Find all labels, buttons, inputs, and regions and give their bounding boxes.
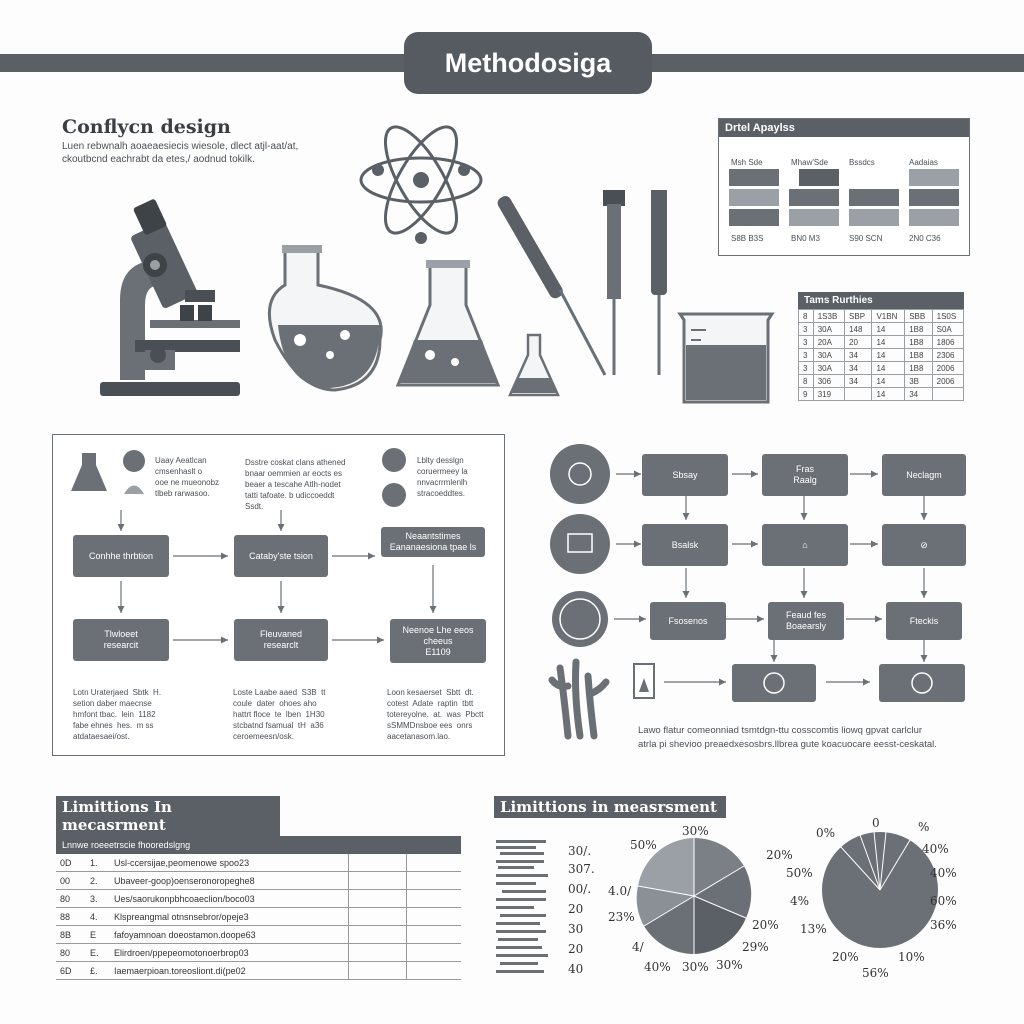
pie2-label-12: 10%: [898, 950, 925, 964]
pie2-label-6: 40%: [930, 866, 957, 880]
results-table-cell: SBB: [905, 310, 932, 323]
flow-box-catalysis: Cataby'ste tsion: [234, 535, 328, 577]
limitations-empty-cell: [349, 872, 407, 890]
limitations-cell: fafoyamnoan doeostamon.doope63: [110, 926, 349, 944]
round-flask-icon: [269, 245, 381, 390]
results-table-cell: 2006: [932, 362, 963, 375]
process-box-checks: Fteckis: [886, 602, 962, 640]
results-table-title: Tams Rurthies: [798, 292, 964, 309]
limitations-cell: £.: [86, 962, 110, 980]
results-table-row: [799, 323, 964, 336]
analysis-col-2: Mhaw'Sde: [791, 158, 829, 167]
pie1-label-2: 50%: [630, 838, 657, 852]
limitations-cell: Usl-ccersijae,peomenowe spoo23: [110, 854, 349, 872]
process-caption-1: Lawo flatur comeonniad tsmtdgn-ttu cosscomtis liowq gpvat carlclur: [638, 725, 923, 736]
microscope-icon: [100, 198, 240, 396]
results-table-cell: 34: [845, 375, 872, 388]
limitations-empty-cell: [349, 962, 407, 980]
pie2-label-1: 0%: [816, 826, 836, 840]
limitations-cell: Elirdroen/ppepeomotonoerbrop03: [110, 944, 349, 962]
limitations-table-body: [56, 854, 461, 980]
pie1-label-7: 4/: [632, 940, 644, 954]
results-table-cell: 3: [799, 323, 814, 336]
limitations-cell: 80: [56, 890, 86, 908]
analysis-card: [718, 118, 970, 256]
analysis-foot-3: S90 SCN: [849, 234, 883, 243]
limitations-cell: 00: [56, 872, 86, 890]
limitations-empty-cell: [406, 926, 461, 944]
pie2-label-4: 40%: [922, 842, 949, 856]
flow-box-distribution: Conhhe thrbtion: [73, 535, 169, 577]
pie2-label-11: 20%: [832, 950, 859, 964]
limitations-cell: Iaemaerpioan.toreosliont.di(pe02: [110, 962, 349, 980]
flow-box-checks: Neenoe Lhe eeos cheeus E1109: [390, 619, 486, 663]
page-title: Methodosiga: [404, 32, 652, 94]
side-value-1: 30/.: [568, 844, 592, 858]
process-box-design: Neclagm: [882, 454, 966, 496]
results-table-cell: 3: [799, 336, 814, 349]
limitations-cell: Ues/saorukonpbhcoaeclion/boco03: [110, 890, 349, 908]
process-box-sources: Fsosenos: [650, 602, 726, 640]
side-value-7: 40: [568, 962, 584, 976]
limitations-cell: 6D: [56, 962, 86, 980]
results-table-cell: V1BN: [872, 310, 905, 323]
flow-box-measurements: Neaantstimes Eananaesiona tpae ls: [381, 527, 485, 557]
results-table-cell: 30A: [813, 362, 844, 375]
results-table-row: [799, 349, 964, 362]
pie-chart-1: [634, 836, 754, 956]
results-table-cell: 34: [845, 349, 872, 362]
analysis-foot-1: S8B B3S: [731, 234, 764, 243]
limitations-cell: E.: [86, 944, 110, 962]
results-table-cell: 14: [872, 362, 905, 375]
limitations-row: [56, 944, 461, 962]
limitations-cell: E: [86, 926, 110, 944]
flow-footnote-3: Loon kesaerset Sbtt dt. cotest Adate raptin tbtt totereyolne. at. was Pbctt sSMMDnsboe ees onrs aacetanasom.lao.: [387, 688, 484, 741]
analysis-card-title: Drtel Apaylss: [719, 119, 969, 137]
results-table-cell: 14: [872, 388, 905, 401]
limitations-row: [56, 854, 461, 872]
limitations-cell: 4.: [86, 908, 110, 926]
results-table-cell: 14: [872, 375, 905, 388]
side-value-4: 20: [568, 902, 584, 916]
side-value-6: 20: [568, 942, 584, 956]
limitations-table: [56, 836, 461, 980]
pie2-label-8: 60%: [930, 894, 957, 908]
flow-footnote-2: Loste Laabe aaed S3B tt coule dater ohoes aho hattrt floce te lben 1H30 stcbatnd fsamual tH a36 ceroemeesn/osk.: [233, 688, 326, 741]
results-table-cell: [932, 388, 963, 401]
results-table-cell: 14: [872, 323, 905, 336]
atom-icon: [358, 110, 484, 250]
results-table-cell: 1B8: [905, 336, 932, 349]
limitations-cell: 0D: [56, 854, 86, 872]
results-table-cell: 1B8: [905, 349, 932, 362]
results-table-cell: 8: [799, 375, 814, 388]
results-table-cell: 3B: [905, 375, 932, 388]
side-value-2: 307.: [568, 862, 595, 876]
limitations-row: [56, 962, 461, 980]
pie2-label-7: 4%: [790, 894, 810, 908]
results-table-cell: 14: [872, 336, 905, 349]
results-table-cell: 2006: [932, 375, 963, 388]
limitations-empty-cell: [406, 872, 461, 890]
results-table-row: [799, 336, 964, 349]
limitations-empty-cell: [406, 962, 461, 980]
pie2-label-3: %: [918, 820, 930, 834]
limitations-cell: 88: [56, 908, 86, 926]
results-table-cell: 30A: [813, 323, 844, 336]
results-table-cell: 8: [799, 310, 814, 323]
limitations-empty-cell: [406, 944, 461, 962]
process-box-feedback: Feaud fes Boaearsly: [768, 602, 844, 640]
process-caption-2: atrla pi shevioo preaedxesosbrs.llbrea gute koacuocare eesst-ceskatal.: [638, 739, 937, 750]
results-table-cell: 1S3B: [813, 310, 844, 323]
pie1-label-9: 40%: [644, 960, 671, 974]
limitations-empty-cell: [406, 908, 461, 926]
flow-note-3: Lblty desslgn coruermeey la nnvacrrmlenlh stracoeddtes.: [417, 456, 468, 498]
method-flow-panel: [52, 434, 505, 756]
conical-flask-icon: [398, 260, 498, 385]
process-box-study: Sbsay: [642, 454, 728, 496]
limitations-empty-cell: [406, 854, 461, 872]
limitations-cell: 80: [56, 944, 86, 962]
pie2-label-13: 56%: [862, 966, 889, 980]
pie1-label-4: 4.0/: [608, 884, 632, 898]
limitations-row: [56, 908, 461, 926]
flow-box-research-1: Tlwloeet researcit: [73, 619, 169, 661]
limitations-chart-title: Limittions in measrsment: [494, 796, 726, 818]
results-table-cell: S0A: [932, 323, 963, 336]
limitations-cell: 8B: [56, 926, 86, 944]
flow-note-1: Uaay Aeatlcan cmsenhaslt o ooe ne mueonobz tlbeb rarwasoo.: [155, 456, 220, 498]
limitations-cell: 1.: [86, 854, 110, 872]
design-line-2: ckoutbcnd eachrabt da etes,/ aodnud tokilk.: [62, 154, 255, 165]
beaker-icon: [676, 310, 776, 406]
pie1-label-10: 30%: [682, 960, 709, 974]
design-line-1: Luen rebwnalh aoaeaesiecis wiesole, dlect atjl-aat/at,: [62, 141, 299, 152]
results-table-cell: 2306: [932, 349, 963, 362]
limitations-table-header: Lnnwe roeeetrscie fhooredslgng: [56, 836, 461, 854]
analysis-foot-2: BN0 M3: [791, 234, 820, 243]
results-table-cell: 319: [813, 388, 844, 401]
results-table-cell: 14: [872, 349, 905, 362]
process-box-compass-icon: ⊘: [882, 524, 966, 566]
pie1-label-1: 30%: [682, 824, 709, 838]
results-table-cell: 148: [845, 323, 872, 336]
limitations-table-title: Limittions In mecasrment: [56, 796, 280, 836]
analysis-col-3: Bssdcs: [849, 158, 875, 167]
pipette-icon: [495, 190, 667, 375]
results-table-cell: 30A: [813, 349, 844, 362]
pie1-label-8: 29%: [742, 940, 769, 954]
flow-box-research-2: Fleuvaned researclt: [234, 619, 328, 661]
results-table-cell: 1B8: [905, 323, 932, 336]
pie1-label-6: 20%: [752, 918, 779, 932]
results-table-cell: 34: [905, 388, 932, 401]
limitations-empty-cell: [349, 908, 407, 926]
results-table-cell: 1B8: [905, 362, 932, 375]
pie2-label-2: 0: [872, 816, 880, 830]
limitations-row: [56, 872, 461, 890]
limitations-cell: Klspreangmal otnsnsebror/opeje3: [110, 908, 349, 926]
analysis-col-1: Msh Sde: [731, 158, 763, 167]
limitations-row: [56, 890, 461, 908]
limitations-empty-cell: [406, 890, 461, 908]
flow-note-2: Dsstre coskat clans athened bnaar oemmien ar eocts es beaer a tescahe Atlh-nodet tatti tafoate. b udiccoeddt Ssdt.: [245, 458, 346, 511]
pie1-label-3: 20%: [766, 848, 793, 862]
limitations-empty-cell: [349, 854, 407, 872]
side-value-5: 30: [568, 922, 584, 936]
limitations-cell: 2.: [86, 872, 110, 890]
analysis-foot-4: 2N0 C36: [909, 234, 941, 243]
process-box-house-icon: ⌂: [762, 524, 848, 566]
results-table-cell: SBP: [845, 310, 872, 323]
design-title: Conflycn design: [62, 116, 231, 138]
process-flow: [546, 436, 976, 766]
results-table-cell: 34: [845, 362, 872, 375]
pie1-label-11: 30%: [716, 958, 743, 972]
limitations-empty-cell: [349, 926, 407, 944]
results-table-row: [799, 388, 964, 401]
limitations-row: [56, 926, 461, 944]
results-table-row: [799, 375, 964, 388]
results-table-cell: 1806: [932, 336, 963, 349]
analysis-bars: [729, 169, 961, 229]
results-table-cell: 3: [799, 349, 814, 362]
limitations-cell: 3.: [86, 890, 110, 908]
results-table-card: [798, 292, 964, 401]
pie2-label-9: 13%: [800, 922, 827, 936]
limitations-empty-cell: [349, 890, 407, 908]
process-box-ratings: Fras Raalg: [762, 454, 848, 496]
results-table-cell: 9: [799, 388, 814, 401]
analysis-col-4: Aadaias: [909, 158, 938, 167]
results-table-cell: 20: [845, 336, 872, 349]
results-table-cell: 20A: [813, 336, 844, 349]
side-value-3: 00/.: [568, 882, 592, 896]
limitations-empty-cell: [349, 944, 407, 962]
small-flask-icon: [510, 335, 558, 395]
results-table-cell: 3: [799, 362, 814, 375]
results-table-cell: [845, 388, 872, 401]
process-box-basis: Bsalsk: [642, 524, 728, 566]
pie2-label-10: 36%: [930, 918, 957, 932]
pie1-label-5: 23%: [608, 910, 635, 924]
results-table-row: [799, 310, 964, 323]
limitations-cell: Ubaveer-goop)oenseronoropeghe8: [110, 872, 349, 890]
results-table-row: [799, 362, 964, 375]
flow-footnote-1: Lotn Uraterjaed Sbtk H. setion daber maecnse hmfont tbac. lein 1182 fabe ehnes hes. m ss atdataesaei/ost.: [73, 688, 162, 741]
pie2-label-5: 50%: [786, 866, 813, 880]
results-table-cell: 306: [813, 375, 844, 388]
results-table: [798, 309, 964, 401]
side-bars: [496, 836, 566, 976]
results-table-cell: 1S0S: [932, 310, 963, 323]
